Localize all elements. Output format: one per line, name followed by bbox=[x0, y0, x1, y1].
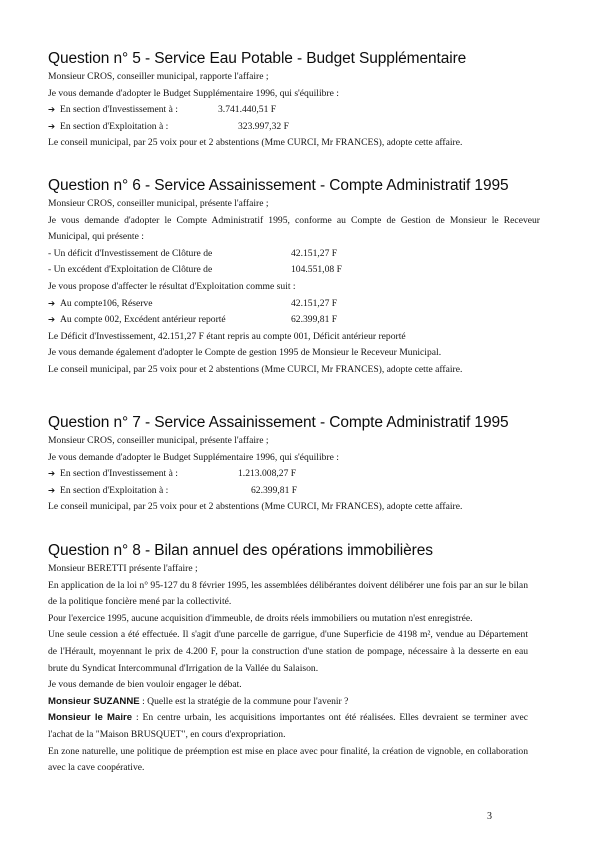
q7-ask: Je vous demande d'adopter le Budget Supplémentaire 1996, qui s'équilibre : bbox=[48, 451, 339, 463]
q5-vote: Le conseil municipal, par 25 voix pour et 2 abstentions (Mme CURCI, Mr FRANCES), adopte cette affaire. bbox=[48, 137, 463, 149]
q6-gestion: Je vous demande également d'adopter le Compte de gestion 1995 de Monsieur le Receveur Municipal. bbox=[48, 347, 442, 359]
amount: 104.551,08 F bbox=[291, 264, 342, 276]
q6-ask: Je vous demande d'adopter le Compte Administratif 1995, conforme au Compte de Gestion de Monsieur le Receveur Municipal, qui présente : bbox=[48, 214, 540, 243]
amount: 62.399,81 F bbox=[291, 314, 338, 326]
right-arrow-icon: ➔ bbox=[48, 105, 56, 116]
amount: 42.151,27 F bbox=[291, 297, 338, 309]
q6-excedent: - Un excédent d'Exploitation de Clôture de 104.551,08 F bbox=[48, 262, 568, 279]
amount: 42.151,27 F bbox=[291, 247, 338, 259]
page-number: 3 bbox=[487, 811, 492, 822]
q8-paragraph-cession: Une seule cession a été effectuée. Il s'agit d'une parcelle de garrigue, d'une Superficie de 4198 m², vendue au Département de l'Hérault, moyennant le prix de 4.200 F, pour la construction d'une station de pompage, nécessaire à la desserte en eau brute du Syndicat Intercommunal d'Irrigation de la Vallée du Salaison. bbox=[48, 629, 528, 674]
q7-intro: Monsieur CROS, conseiller municipal, présente l'affaire ; bbox=[48, 435, 269, 446]
right-arrow-icon: ➔ bbox=[48, 485, 56, 496]
q5-ask: Je vous demande d'adopter le Budget Supplémentaire 1996, qui s'équilibre : bbox=[48, 87, 339, 99]
q6-vote: Le conseil municipal, par 25 voix pour et 2 abstentions (Mme CURCI, Mr FRANCES), adopte cette affaire. bbox=[48, 363, 463, 375]
right-arrow-icon: ➔ bbox=[48, 315, 56, 326]
amount: 3.741.440,51 F bbox=[218, 104, 277, 116]
q8-paragraph-exercice: Pour l'exercice 1995, aucune acquisition d'immeuble, de droits réels immobiliers ou mutation n'est enregistrée. bbox=[48, 612, 473, 624]
q6-intro: Monsieur CROS, conseiller municipal, présente l'affaire ; bbox=[48, 198, 269, 209]
q6-row-report: ➔ Au compte 002, Excédent antérieur reporté 62.399,81 F bbox=[48, 312, 568, 329]
right-arrow-icon: ➔ bbox=[48, 121, 56, 132]
q6-row-reserve: ➔ Au compte106, Réserve 42.151,27 F bbox=[48, 296, 568, 313]
q8-intro: Monsieur BERETTI présente l'affaire ; bbox=[48, 563, 198, 574]
right-arrow-icon: ➔ bbox=[48, 469, 56, 480]
amount: 1.213.008,27 F bbox=[238, 468, 297, 480]
amount: 62.399,81 F bbox=[251, 484, 298, 496]
speaker-name: Monsieur le Maire bbox=[48, 712, 133, 724]
question-6-title: Question n° 6 - Service Assainissement - Compte Administratif 1995 bbox=[48, 177, 509, 194]
amount: 323.997,32 F bbox=[238, 120, 289, 132]
q8-question-suzanne: Monsieur SUZANNE : Quelle est la stratégie de la commune pour l'avenir ? bbox=[48, 695, 349, 707]
question-8-title: Question n° 8 - Bilan annuel des opérations immobilières bbox=[48, 542, 433, 559]
question-7 bbox=[48, 413, 568, 516]
speaker-name: Monsieur SUZANNE bbox=[48, 695, 140, 707]
q7-row-investissement: ➔ En section d'Investissement à : 1.213.008,27 F bbox=[48, 466, 568, 483]
question-8 bbox=[48, 541, 568, 777]
right-arrow-icon: ➔ bbox=[48, 298, 56, 309]
question-5-title: Question n° 5 - Service Eau Potable - Budget Supplémentaire bbox=[48, 50, 467, 67]
q6-deficit-note: Le Déficit d'Investissement, 42.151,27 F étant repris au compte 001, Déficit antérieur reporté bbox=[48, 330, 406, 342]
q7-row-exploitation: ➔ En section d'Exploitation à : 62.399,81 F bbox=[48, 483, 568, 500]
q6-deficit: - Un déficit d'Investissement de Clôture de 42.151,27 F bbox=[48, 246, 568, 263]
q8-reponse-maire: Monsieur le Maire : En centre urbain, les acquisitions importantes ont été réalisées. Elles devraient se terminer avec l'achat de la "Maison BRUSQUET", en cours d'expropriation. bbox=[48, 712, 528, 740]
q5-intro: Monsieur CROS, conseiller municipal, rapporte l'affaire ; bbox=[48, 71, 269, 82]
question-6 bbox=[48, 176, 568, 379]
question-7-title: Question n° 7 - Service Assainissement - Compte Administratif 1995 bbox=[48, 414, 509, 431]
q6-affect: Je vous propose d'affecter le résultat d'Exploitation comme suit : bbox=[48, 280, 296, 292]
q7-vote: Le conseil municipal, par 25 voix pour et 2 abstentions (Mme CURCI, Mr FRANCES), adopte cette affaire. bbox=[48, 501, 463, 513]
q5-row-investissement: ➔ En section d'Investissement à : 3.741.440,51 F bbox=[48, 102, 568, 119]
q8-paragraph-loi: En application de la loi n° 95-127 du 8 février 1995, les assemblées délibérantes doivent délibérer une fois par an sur le bilan de la politique foncière mené par la collectivité. bbox=[48, 579, 528, 608]
q8-paragraph-debat: Je vous demande de bien vouloir engager le débat. bbox=[48, 679, 242, 691]
q5-row-exploitation: ➔ En section d'Exploitation à : 323.997,32 F bbox=[48, 119, 568, 136]
question-5 bbox=[48, 49, 568, 152]
q8-paragraph-zone-naturelle: En zone naturelle, une politique de préemption est mise en place avec pour finalité, la création de vignoble, en collaboration avec la cave coopérative. bbox=[48, 745, 528, 774]
